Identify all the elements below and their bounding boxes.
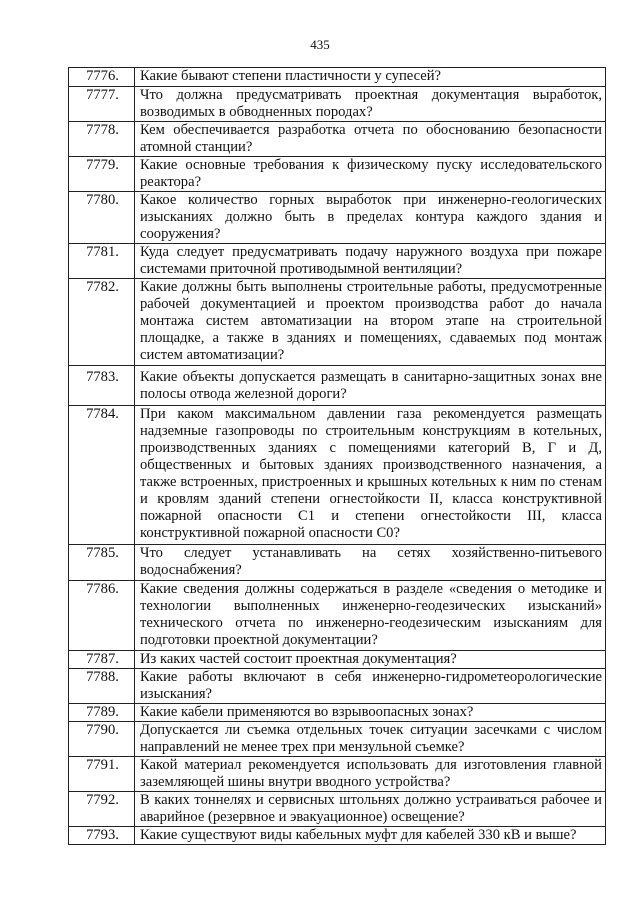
table-row: [69, 722, 606, 757]
question-number: 7778.: [69, 122, 135, 157]
table-row: [69, 545, 606, 581]
question-number: 7781.: [69, 244, 135, 279]
questions-table: [68, 67, 606, 845]
table-row: [69, 157, 606, 192]
question-text: Какие бывают степени пластичности у супесей?: [135, 68, 606, 87]
question-text: Какие должны быть выполнены строительные работы, предусмотренные рабочей документацией и проектом производства работ до начала монтажа систем автоматизации на втором этапе на строительной площадке, а также в зданиях и помещениях, сдаваемых под монтаж систем автоматизации?: [135, 279, 606, 366]
question-text: Что следует устанавливать на сетях хозяйственно-питьевого водоснабжения?: [135, 545, 606, 581]
question-number: 7791.: [69, 757, 135, 792]
question-number: 7786.: [69, 581, 135, 651]
table-row: [69, 757, 606, 792]
table-row: [69, 827, 606, 845]
question-text: Кем обеспечивается разработка отчета по обоснованию безопасности атомной станции?: [135, 122, 606, 157]
table-row: [69, 192, 606, 244]
question-text: В каких тоннелях и сервисных штольнях должно устраиваться рабочее и аварийное (резервное и эвакуационное) освещение?: [135, 792, 606, 827]
question-number: 7788.: [69, 669, 135, 704]
table-row: [69, 704, 606, 722]
question-number: 7776.: [69, 68, 135, 87]
question-text: Какие объекты допускается размещать в санитарно-защитных зонах вне полосы отвода железной дороги?: [135, 366, 606, 406]
question-number: 7789.: [69, 704, 135, 722]
table-row: [69, 792, 606, 827]
question-text: Допускается ли съемка отдельных точек ситуации засечками с числом направлений не менее трех при мензульной съемке?: [135, 722, 606, 757]
question-number: 7779.: [69, 157, 135, 192]
table-row: [69, 244, 606, 279]
question-text: При каком максимальном давлении газа рекомендуется размещать надземные газопроводы по строительным конструкциям в котельных, производственных зданиях с помещениями категорий В, Г и Д, общественных и бытовых зданиях производственного назначения, а также встроенных, пристроенных и крышных котельных к ним по стенам и кровлям зданий степени огнестойкости II, класса конструктивной пожарной опасности С1 и степени огнестойкости III, класса конструктивной пожарной опасности С0?: [135, 406, 606, 545]
question-text: Какие основные требования к физическому пуску исследовательского реактора?: [135, 157, 606, 192]
table-row: [69, 68, 606, 87]
table-row: [69, 669, 606, 704]
table-row: [69, 651, 606, 669]
question-text: Какие существуют виды кабельных муфт для кабелей 330 кВ и выше?: [135, 827, 606, 845]
question-number: 7777.: [69, 87, 135, 122]
table-row: [69, 122, 606, 157]
question-number: 7793.: [69, 827, 135, 845]
question-text: Куда следует предусматривать подачу наружного воздуха при пожаре системами приточной противодымной вентиляции?: [135, 244, 606, 279]
question-text: Какие сведения должны содержаться в разделе «сведения о методике и технологии выполненных инженерно-геодезических изысканий» технического отчета по инженерно-геодезическим изысканиям для подготовки проектной документации?: [135, 581, 606, 651]
question-number: 7780.: [69, 192, 135, 244]
table-row: [69, 366, 606, 406]
question-number: 7785.: [69, 545, 135, 581]
question-number: 7790.: [69, 722, 135, 757]
table-row: [69, 406, 606, 545]
question-number: 7784.: [69, 406, 135, 545]
question-number: 7782.: [69, 279, 135, 366]
question-text: Какие работы включают в себя инженерно-гидрометеорологические изыскания?: [135, 669, 606, 704]
table-row: [69, 279, 606, 366]
question-number: 7787.: [69, 651, 135, 669]
question-number: 7792.: [69, 792, 135, 827]
question-text: Какие кабели применяются во взрывоопасных зонах?: [135, 704, 606, 722]
question-text: Что должна предусматривать проектная документация выработок, возводимых в обводненных породах?: [135, 87, 606, 122]
question-text: Из каких частей состоит проектная документация?: [135, 651, 606, 669]
question-text: Какое количество горных выработок при инженерно-геологических изысканиях должно быть в пределах контура каждого здания и сооружения?: [135, 192, 606, 244]
page-number: 435: [310, 37, 330, 52]
question-text: Какой материал рекомендуется использовать для изготовления главной заземляющей шины внутри вводного устройства?: [135, 757, 606, 792]
table-row: [69, 581, 606, 651]
table-row: [69, 87, 606, 122]
question-number: 7783.: [69, 366, 135, 406]
